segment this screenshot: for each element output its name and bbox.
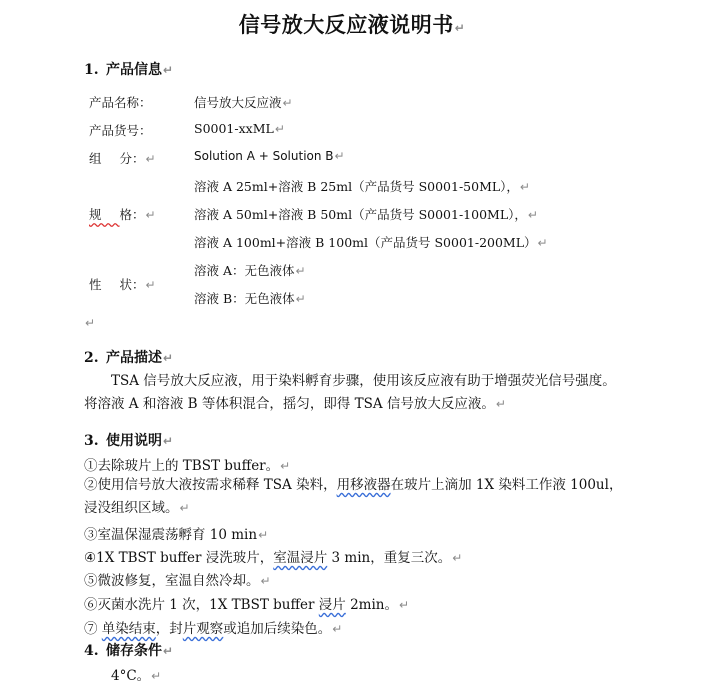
usage-step-4: ④1X TBST buffer 浸洗玻片，室温浸片 3 min，重复三次。↵ [84,550,463,566]
spec-line-1: 溶液 A 25ml+溶液 B 25ml（产品货号 S0001-50ML），↵ [194,179,530,194]
paragraph-mark-icon: ↵ [454,21,466,35]
spec-line-2: 溶液 A 50ml+溶液 B 50ml（产品货号 S0001-100ML），↵ [194,207,538,222]
product-name-value: 信号放大反应液↵ [194,95,293,110]
section-heading-product-info: 1. 产品信息↵ [84,62,174,78]
storage-temperature: 4°C。↵ [111,668,162,684]
usage-step-5: ⑤微波修复，室温自然冷却。↵ [84,573,271,589]
usage-step-2: ②使用信号放大液按需求稀释 TSA 染料，用移液器在玻片上滴加 1X 染料工作液 100ul， 浸没组织区域。↵ [84,477,623,516]
usage-step-1: ①去除玻片上的 TBST buffer。↵ [84,458,291,474]
empty-paragraph: ↵ [85,316,96,330]
description-paragraph: TSA 信号放大反应液，用于染料孵育步骤，使用该反应液有助于增强荧光信号强度。 将溶液 A 和溶液 B 等体积混合，摇匀，即得 TSA 信号放大反应液。↵ [84,373,616,412]
usage-step-3: ③室温保湿震荡孵育 10 min↵ [84,527,269,543]
section-heading-description: 2. 产品描述↵ [84,350,174,366]
product-sku-label: 产品货号： [89,123,152,138]
usage-step-6: ⑥灭菌水洗片 1 次，1X TBST buffer 浸片 2min。↵ [84,597,410,613]
spec-line-3: 溶液 A 100ml+溶液 B 100ml（产品货号 S0001-200ML）↵ [194,235,548,250]
section-heading-usage: 3. 使用说明↵ [84,433,174,449]
property-line-1: 溶液 A：无色液体↵ [194,263,306,278]
property-label: 性状：↵ [89,277,156,292]
components-label: 组分：↵ [89,151,156,166]
product-name-label: 产品名称： [89,95,152,110]
usage-step-7: ⑦ 单染结束，封片观察或追加后续染色。↵ [84,621,343,637]
components-value: Solution A + Solution B↵ [194,149,345,163]
section-heading-storage: 4. 储存条件↵ [84,643,174,659]
spec-label: 规格：↵ [89,207,156,222]
property-line-2: 溶液 B：无色液体↵ [194,291,306,306]
document-title: 信号放大反应液说明书↵ [238,12,466,37]
product-sku-value: S0001-xxML↵ [194,121,285,136]
